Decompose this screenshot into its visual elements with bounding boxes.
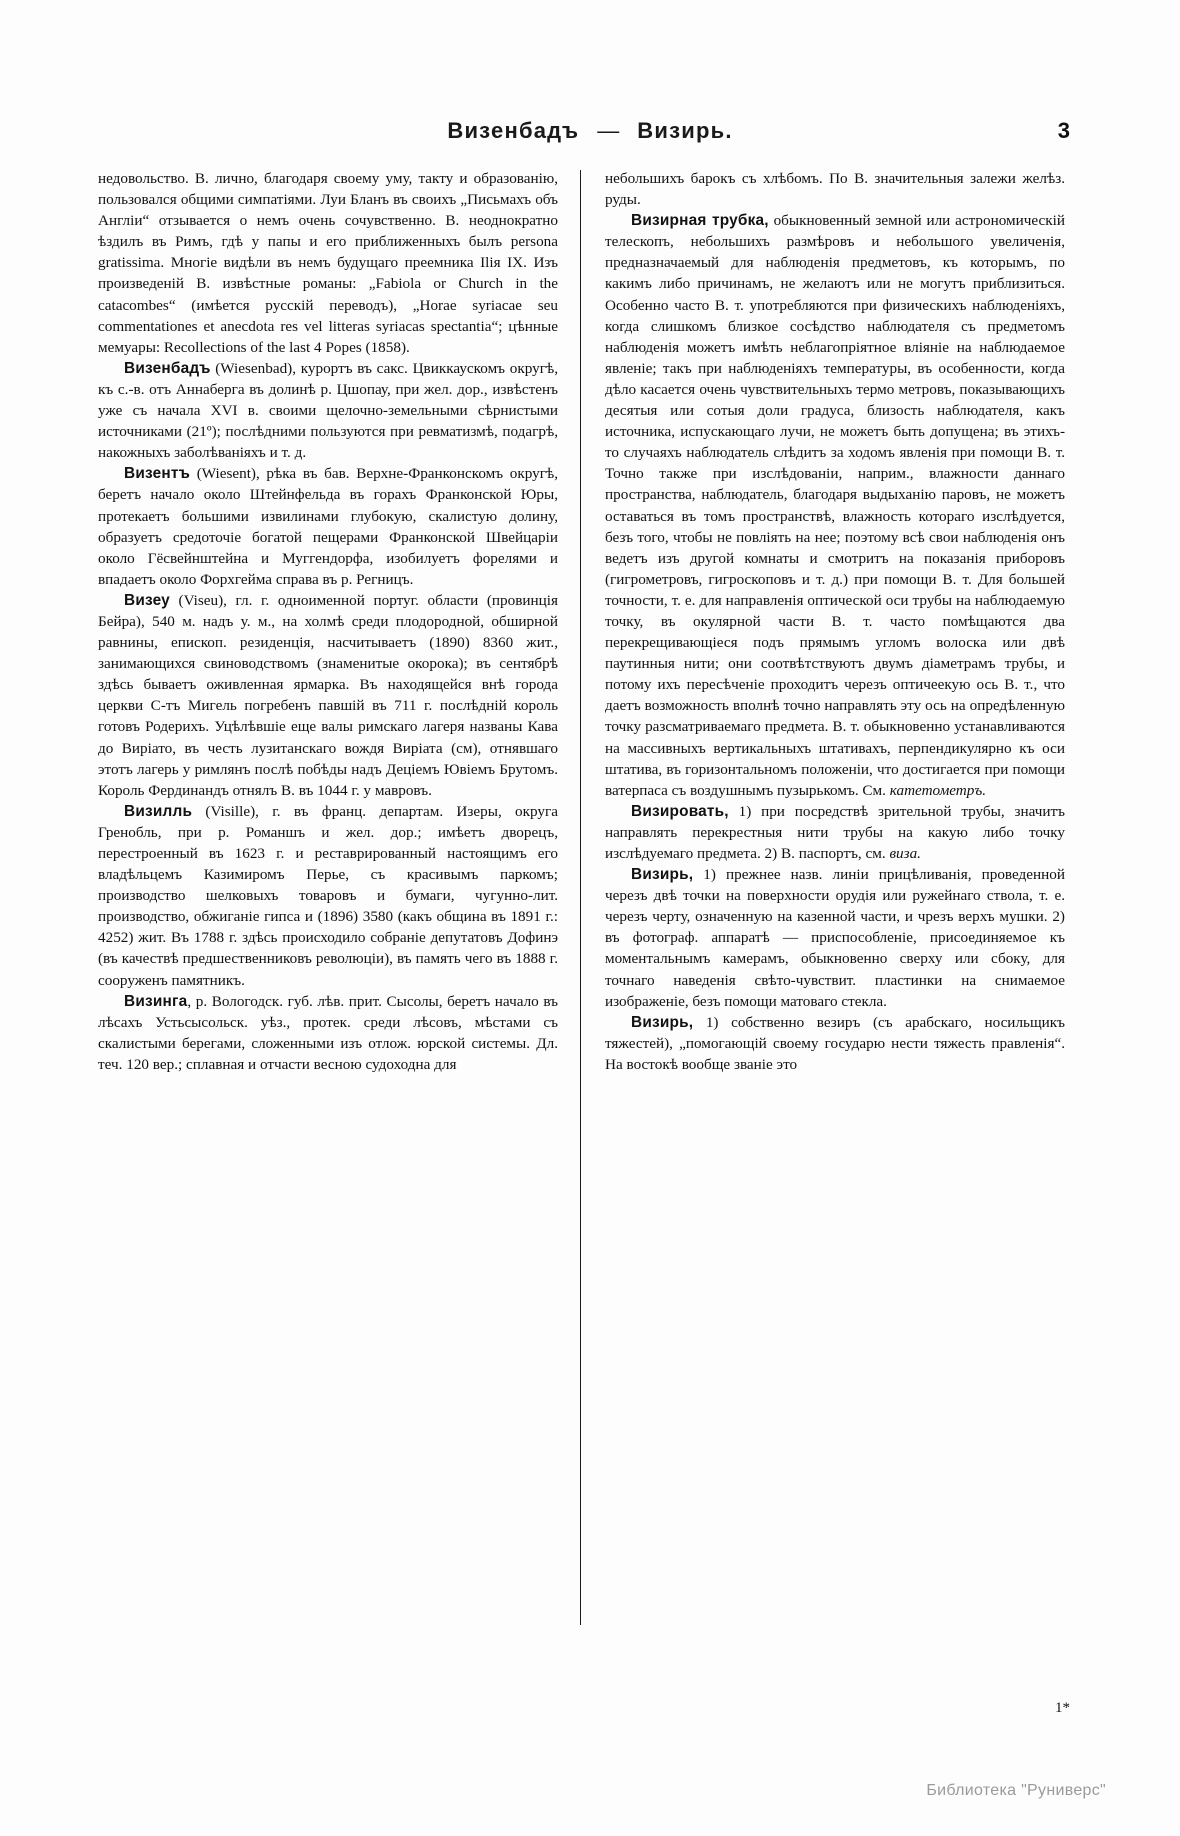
entry-text: (Viseu), гл. г. одноименной португ. области (провинція Бейра), 540 м. надъ у. м., на холмѣ среди плодородной, обширной равнины, епископ. резиденція, насчитываетъ (1890) 8360 жит., занимающихся свиноводствомъ (знаменитые окорока); въ сентябрѣ здѣсь бываетъ оживленная ярмарка. Въ находящейся внѣ города церкви С-тъ Мигель погребенъ павшій въ 711 г. послѣдній король готовъ Родерихъ. Уцѣлѣвшіе еще валы римскаго лагеря названы Кава до Виріато, въ честь лузитанскаго вождя Виріата (см), отнявшаго этотъ лагерь у римлянъ послѣ побѣды надъ Деціемъ Ювіемъ Брутомъ. Король Фердинандъ отнялъ В. въ 1044 г. у мавровъ. xyxy=(98,591,558,799)
column-left xyxy=(98,168,580,1688)
entry-continuation-vizinga xyxy=(605,168,1065,210)
entry-vizir-2 xyxy=(605,1012,1065,1075)
entry-text: 1) собственно везиръ (съ арабскаго, носильщикъ тяжестей), „помогающій своему государю нести тяжесть правленія“. На востокѣ вообще званіе это xyxy=(605,1013,1065,1073)
entry-cross-reference: катетометръ. xyxy=(889,781,987,799)
entry-headword: Визирная трубка, xyxy=(631,212,769,230)
entry-cross-reference: виза. xyxy=(889,845,921,862)
entry-viseu xyxy=(98,590,558,801)
page-number: 3 xyxy=(1057,118,1070,143)
entry-headword: Визинга xyxy=(124,992,188,1010)
column-right xyxy=(581,168,1065,1688)
entry-text: небольшихъ барокъ съ хлѣбомъ. По В. значительныя залежи желѣз. руды. xyxy=(605,170,1065,209)
entry-vizirnaya-trubka xyxy=(605,210,1065,801)
entry-text: 1) прежнее назв. линіи прицѣливанія, проведенной черезъ двѣ точки на поверхности орудія или ружейнаго ствола, т. е. черезъ черту, означенную на казенной части, и чрезъ верхъ мушки. 2) въ фотограф. аппаратѣ — приспособленіе, присоединяемое къ моментальнымъ камерамъ, обыкновенно сверху или сбоку, для точнаго наведенія свѣто-чувствит. пластинки на снимаемое изображеніе, безъ помощи матоваго стекла. xyxy=(605,866,1065,1010)
entry-text: 1) при посредствѣ зрительной трубы, значитъ направлять перекрестныя нити трубы на какую либо точку изслѣдуемаго предмета. 2) В. паспортъ, см. xyxy=(605,802,1065,862)
entry-wiesent xyxy=(98,463,558,590)
entry-headword: Визирь, xyxy=(631,1013,694,1031)
entry-vizir-1 xyxy=(605,864,1065,1012)
entry-headword: Визировать, xyxy=(631,802,729,820)
entry-headword: Визеу xyxy=(124,591,170,609)
entry-text: (Wiesenbad), курортъ въ сакс. Цвиккаускомъ округѣ, къ с.-в. отъ Аннаберга въ долинѣ р. Цшопау, при жел. дор., извѣстенъ уже съ начала XVI в. своими щелочно-земельными сѣрнистыми источниками (21º); послѣдними пользуются при ревматизмѣ, подагрѣ, накожныхъ заболѣваніяхъ и т. д. xyxy=(98,359,558,462)
running-head-left: Визенбадъ xyxy=(447,118,580,143)
running-head-right: Визирь. xyxy=(637,118,733,143)
signature-mark: 1* xyxy=(1055,1700,1070,1716)
entry-headword: Визилль xyxy=(124,802,193,820)
entry-headword: Визирь, xyxy=(631,866,694,884)
page-header xyxy=(110,118,1070,152)
entry-visille xyxy=(98,801,558,991)
entry-vizinga xyxy=(98,991,558,1075)
entry-continuation-wiesenbad-prev xyxy=(98,168,558,358)
entry-text: обыкновенный земной или астрономическій телескопъ, небольшихъ размѣровъ и небольшого увеличенія, предназначаемый для наблюденія предметовъ, къ которымъ, по какимъ либо причинамъ, не желаютъ или не могутъ приблизиться. Особенно часто В. т. употребляются при физическихъ наблюденіяхъ, когда слишкомъ близкое сосѣдство наблюдателя съ предметомъ наблюденія можетъ имѣть неблагопріятное вліяніе на наблюдаемое явленіе; такъ при наблюденіяхъ температуры, въ особенности, когда дѣло касается очень чувствительныхъ термо метровъ, показывающихъ десятыя или сотыя доли градуса, близость наблюдателя, какъ источника, испускающаго лучи, не можетъ быть допущена; въ этихъ-то случаяхъ наблюдатель слѣдитъ за ходомъ явленія при помощи В. т. Точно также при изслѣдованіи, наприм., влажности даннаго пространства, наблюдатель, благодаря выдыханію паровъ, не можетъ оставаться въ томъ пространствѣ, влажность котораго изслѣдуется, безъ того, чтобы не повліять на нее; поэтому всѣ свои наблюденія онъ ведетъ изъ другой комнаты и смотритъ на показанія приборовъ (гигрометровъ, гигроскоповъ и т. д.) при помощи В. т. Для большей точности, т. е. для направленія оптической оси трубы на наблюдаемую точку, въ окулярной части В. т. часто помѣщаются два перекрещивающіеся подъ прямымъ угломъ волоска или двѣ паутинныя нити; они соотвѣтствуютъ двумъ діаметрамъ трубы, и потому ихъ пересѣченіе проходитъ черезъ оптичеекую ось В. т., что даетъ возможность вполнѣ точно направлять эту ось на опредѣленную точку разсматриваемаго предмета. В. т. обыкновенно устанавливаются на массивныхъ вертикальныхъ штативахъ, перпендикулярно къ оси штатива, въ горизонтальномъ положеніи, что достигается при помощи ватерпаса съ воздушнымъ пузырькомъ. См. xyxy=(605,212,1065,799)
entry-text: недовольство. В. лично, благодаря своему уму, такту и образованію, пользовался общими симпатіями. Луи Бланъ въ своихъ „Письмахъ объ Англіи“ отзывается о немъ очень сочувственно. В. неоднократно ѣздилъ въ Римъ, гдѣ у папы и его приближенныхъ былъ persona gratissima. Многіе видѣли въ немъ будущаго преемника Ilія IX. Изъ произведеній В. извѣстные романы: „Fabiola or Church in the catacombes“ (имѣется русскій переводъ), „Horae syriacae seu commentationes et anecdota res vel litteras syriacas spectantia“; цѣнные мемуары: Recollections of the last 4 Popes (1858). xyxy=(98,170,558,356)
entry-text: , р. Вологодск. губ. лѣв. прит. Сысолы, беретъ начало въ лѣсахъ Устьсысольск. уѣз., протек. среди лѣсовъ, мѣстами съ скалистыми берегами, сложенными изъ отлож. юрской системы. Дл. теч. 120 вер.; сплавная и отчасти весною судоходна для xyxy=(98,992,558,1073)
running-head xyxy=(110,118,1070,144)
entry-wiesenbad xyxy=(98,358,558,463)
entry-headword: Визентъ xyxy=(124,465,191,483)
running-head-dash: — xyxy=(597,118,620,143)
entry-vizirovat xyxy=(605,801,1065,864)
library-watermark: Библиотека "Руниверс" xyxy=(926,1782,1106,1799)
entry-text: (Visille), г. въ франц. департам. Изеры, округа Гренобль, при р. Романшъ и жел. дор.; имѣетъ дворецъ, перестроенный въ 1623 г. и реставрированный настоящимъ его владѣльцемъ Казимиромъ Перье, съ красивымъ паркомъ; производство шелковыхъ товаровъ и бумаги, чугунно-лит. производство, обжиганіе гипса и (1896) 3580 (какъ община въ 1891 г.: 4252) жит. Въ 1788 г. здѣсь происходило собраніе депутатовъ Дофинэ (въ качествѣ предшественниковъ революціи), въ память чего въ 1888 г. сооруженъ памятникъ. xyxy=(98,802,558,989)
entry-headword: Визенбадъ xyxy=(124,359,211,377)
text-columns xyxy=(98,168,1088,1688)
entry-text: (Wiesent), рѣка въ бав. Верхне-Франконскомъ округѣ, беретъ начало около Штейнфельда въ горахъ Франконской Юры, протекаетъ большими извилинами глубокую, скалистую долину, образуетъ средоточіе богатой пещерами Франконской Швейцаріи около Гёсвейнштейна и Муггендорфа, изобилуетъ форелями и впадаетъ около Форхгейма справа въ р. Регницъ. xyxy=(98,465,558,588)
